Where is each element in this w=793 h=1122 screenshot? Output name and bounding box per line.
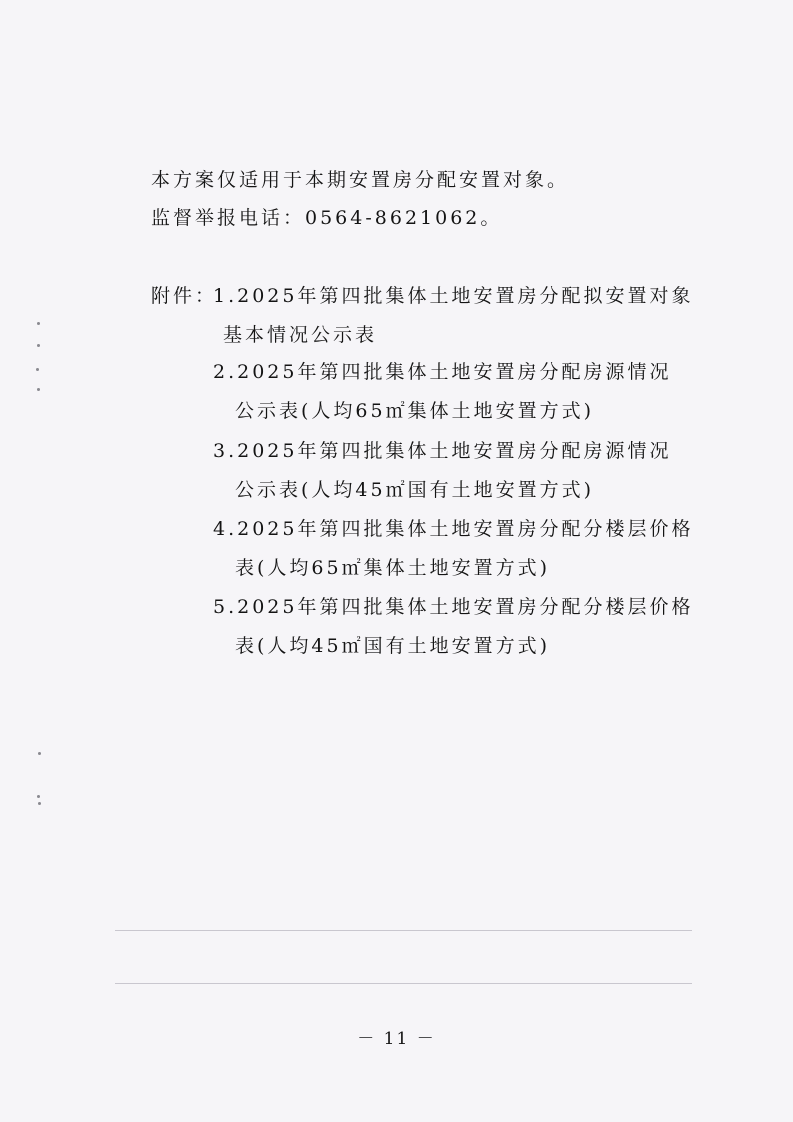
attachment-3-continuation: 公示表(人均45㎡国有土地安置方式) <box>235 479 595 501</box>
footer-rule-bottom <box>115 983 692 984</box>
attachment-2-title: 2.2025年第四批集体土地安置房分配房源情况 <box>213 361 672 383</box>
attachment-1-title: 1.2025年第四批集体土地安置房分配拟安置对象 <box>213 285 694 307</box>
scan-speck <box>38 802 41 805</box>
body-line-hotline: 监督举报电话：0564-8621062。 <box>151 207 503 229</box>
page-number: － 11 － <box>357 1029 436 1049</box>
body-line-scope: 本方案仅适用于本期安置房分配安置对象。 <box>151 169 570 191</box>
attachment-item-5 <box>213 594 693 659</box>
attachment-4-title: 4.2025年第四批集体土地安置房分配分楼层价格 <box>213 518 694 540</box>
footer-rule-top <box>115 930 692 931</box>
scan-speck <box>37 344 40 347</box>
attachment-item-2 <box>213 359 671 424</box>
attachment-item-3 <box>213 438 671 503</box>
scan-speck <box>36 368 39 371</box>
scan-speck <box>37 388 40 391</box>
scan-speck <box>37 795 40 798</box>
attachment-1-continuation: 基本情况公示表 <box>223 324 378 346</box>
scan-speck <box>38 752 41 755</box>
attachment-item-1 <box>213 283 693 348</box>
attachment-5-title: 5.2025年第四批集体土地安置房分配分楼层价格 <box>213 596 694 618</box>
attachments-label: 附件： <box>151 285 218 307</box>
scan-speck <box>37 322 40 325</box>
attachment-item-4 <box>213 516 693 581</box>
attachment-2-continuation: 公示表(人均65㎡集体土地安置方式) <box>235 400 595 422</box>
attachment-3-title: 3.2025年第四批集体土地安置房分配房源情况 <box>213 440 672 462</box>
attachment-5-continuation: 表(人均45㎡国有土地安置方式) <box>235 635 551 657</box>
attachment-4-continuation: 表(人均65㎡集体土地安置方式) <box>235 557 551 579</box>
